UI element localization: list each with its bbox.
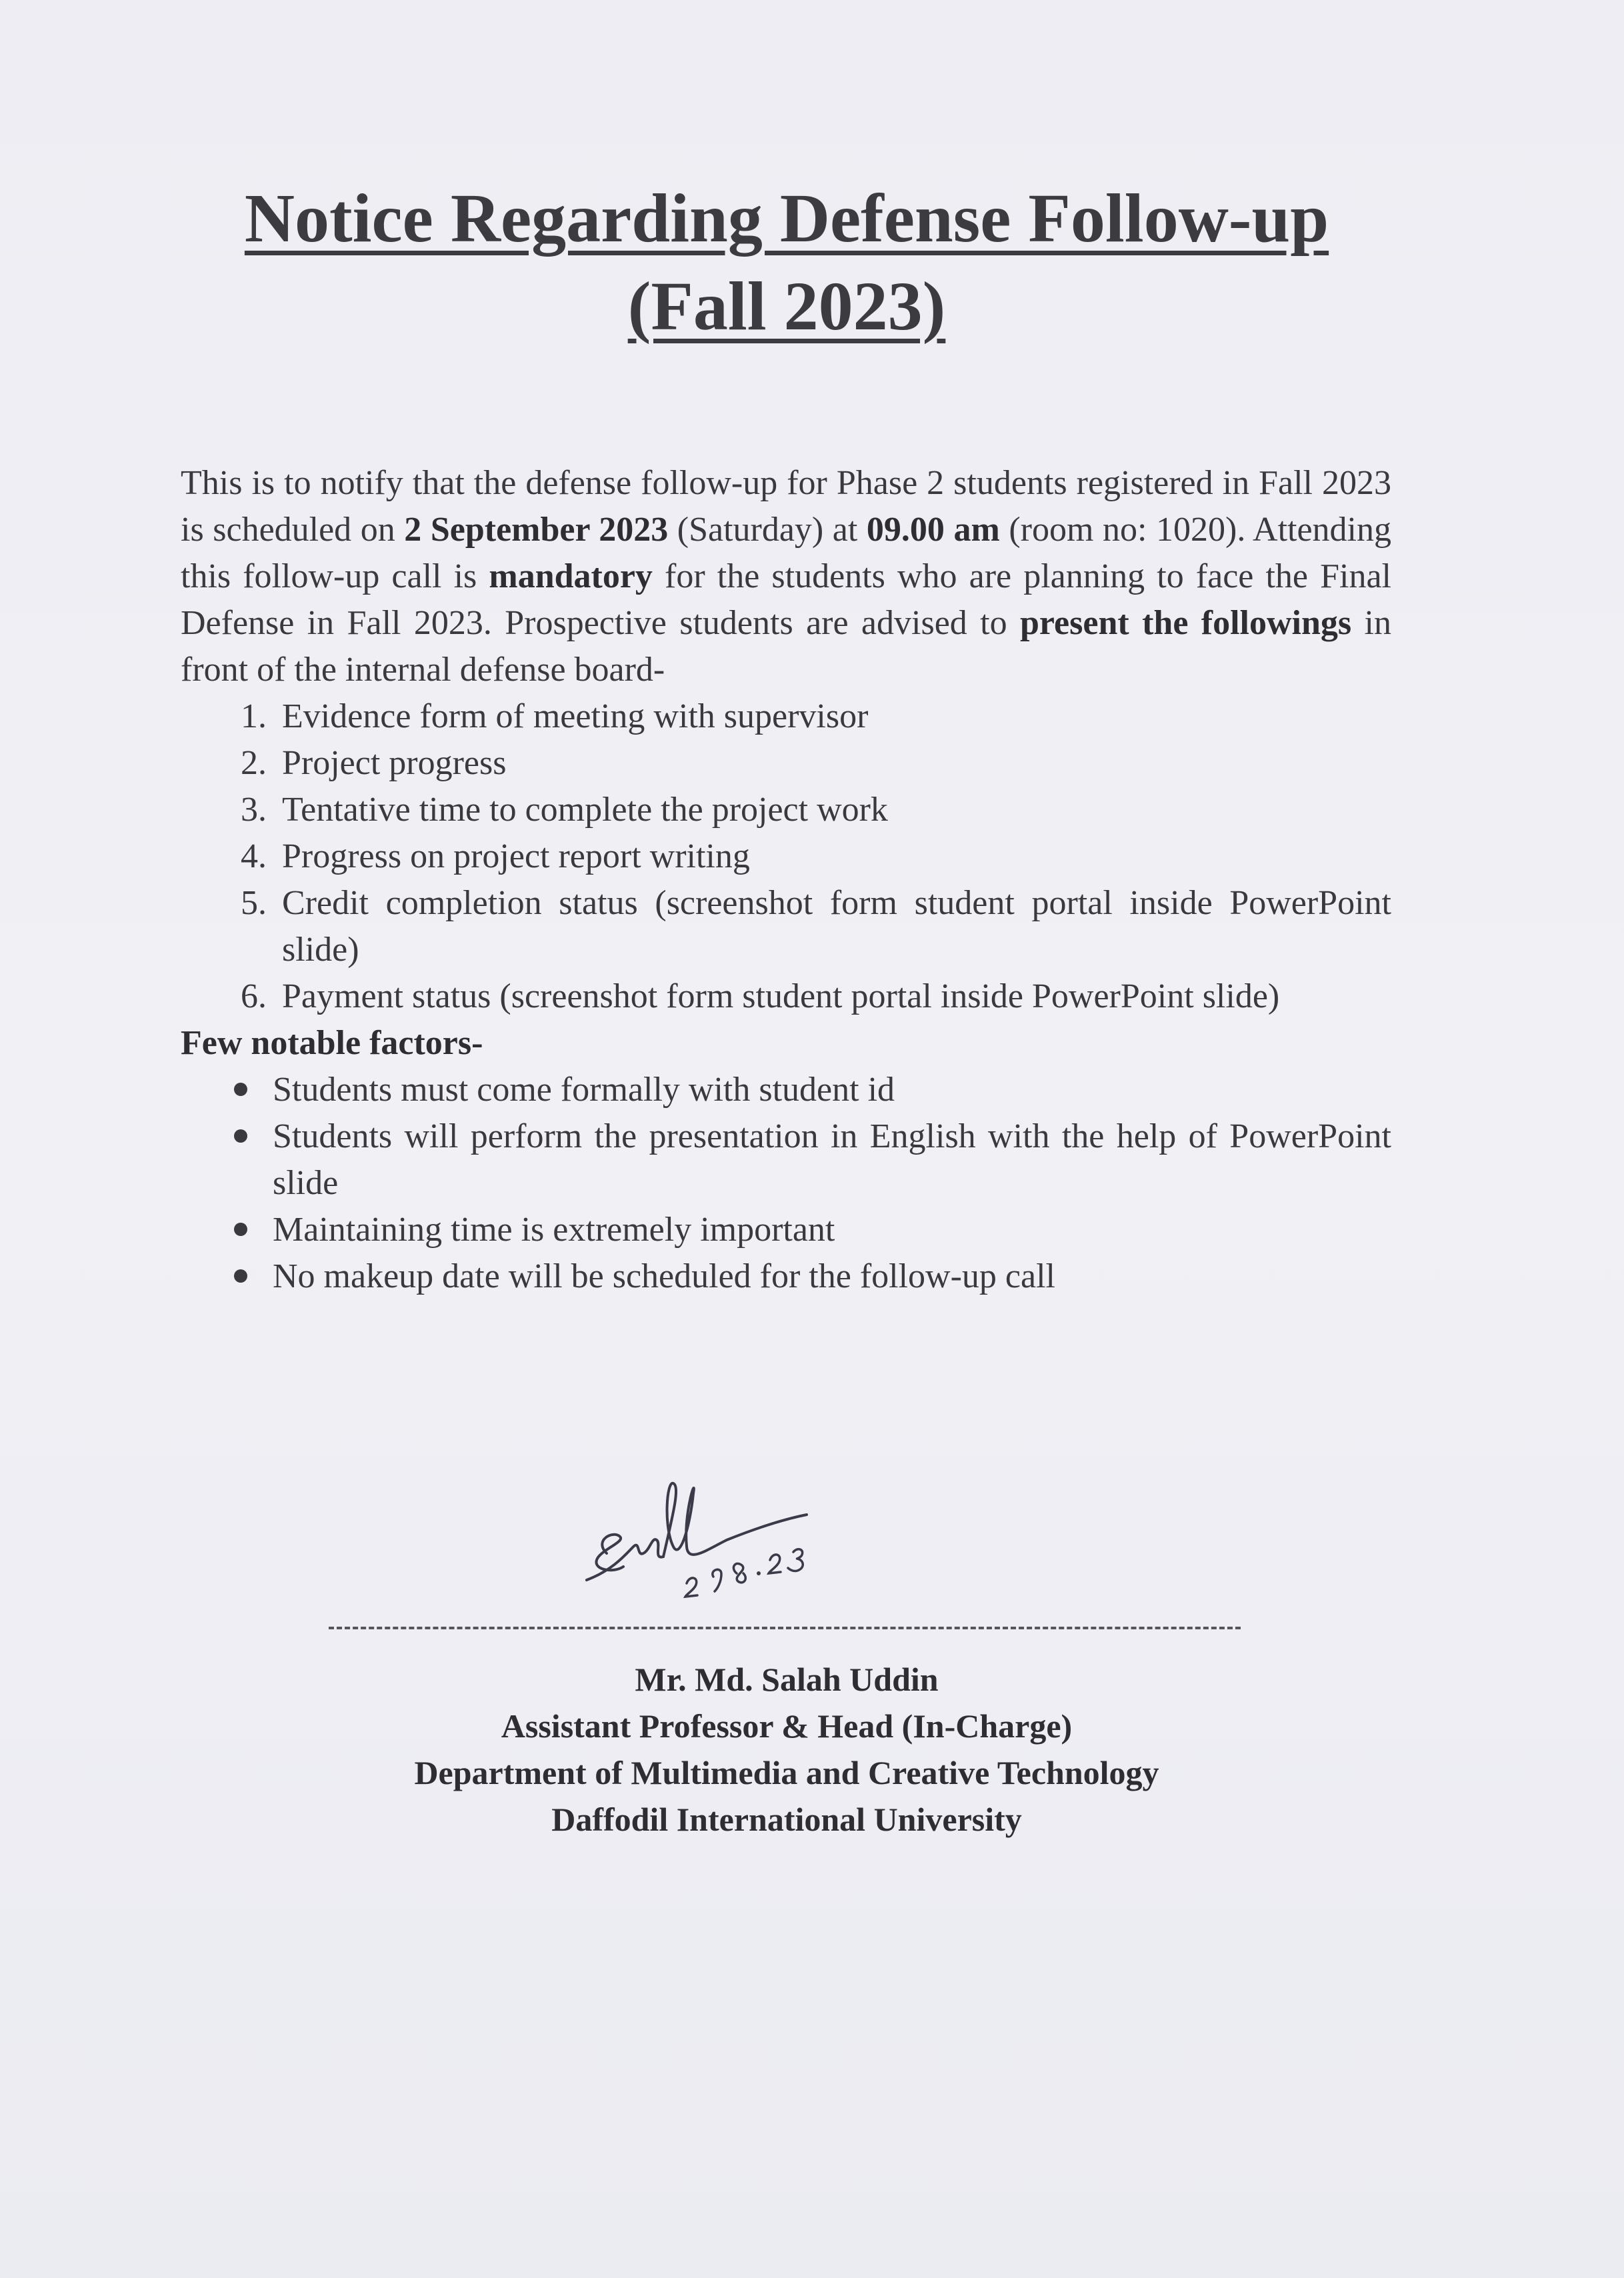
intro-text-1: This is to notify that the defense follow-up for Phase 2 students registered in Fall 2023 is scheduled on [181, 464, 1391, 549]
factor-text: Maintaining time is extremely important [273, 1211, 835, 1249]
requirements-list [181, 693, 1391, 1020]
title-line-2: (Fall 2023) [627, 268, 946, 345]
factor-text: Students must come formally with student id [273, 1071, 895, 1109]
list-item: 2. Project progress [275, 740, 1391, 787]
list-item: 6. Payment status (screenshot form student portal inside PowerPoint slide) [275, 973, 1391, 1020]
intro-text-3: (room no: 1020). Attending this follow-up call is [181, 511, 1391, 595]
notice-title [0, 175, 1573, 351]
list-item [273, 1067, 1391, 1113]
factors-list [181, 1067, 1391, 1300]
title-line-1: Notice Regarding Defense Follow-up [244, 180, 1329, 257]
signature-divider [329, 1627, 1241, 1629]
factors-heading: Few notable factors- [181, 1024, 483, 1062]
handwritten-signature [573, 1473, 853, 1607]
list-item: 5. Credit completion status (screenshot form student portal inside PowerPoint slide) [275, 880, 1391, 973]
intro-text-4: for the students who are planning to face the Final Defense in Fall 2023. Prospective students are advised to [181, 557, 1392, 642]
defense-time: 09.00 am [866, 511, 1000, 549]
factor-text: Students will perform the presentation in English with the help of PowerPoint slide [273, 1117, 1391, 1202]
factor-text: No makeup date will be scheduled for the follow-up call [273, 1257, 1055, 1295]
list-item: 3. Tentative time to complete the project work [275, 787, 1391, 833]
bullet-icon [234, 1129, 247, 1143]
signatory-department: Department of Multimedia and Creative Technology [414, 1754, 1159, 1791]
intro-text-5: in front of the internal defense board- [181, 604, 1391, 689]
bullet-icon [234, 1223, 247, 1236]
signatory-university: Daffodil International University [551, 1801, 1022, 1838]
list-item [273, 1253, 1391, 1300]
bullet-icon [234, 1083, 247, 1096]
intro-paragraph [181, 460, 1391, 693]
list-item: 4. Progress on project report writing [275, 833, 1391, 880]
intro-text-2: (Saturday) at [668, 511, 867, 549]
signatory-name: Mr. Md. Salah Uddin [635, 1661, 939, 1698]
present-text: present the followings [1020, 604, 1352, 642]
list-item: 1. Evidence form of meeting with supervisor [275, 693, 1391, 740]
signatory-block [0, 1656, 1573, 1843]
signatory-position: Assistant Professor & Head (In-Charge) [501, 1707, 1073, 1745]
defense-date: 2 September 2023 [404, 511, 669, 549]
notice-body [181, 460, 1391, 1300]
bullet-icon [234, 1269, 247, 1283]
list-item [273, 1113, 1391, 1207]
list-item [273, 1207, 1391, 1253]
mandatory-text: mandatory [489, 557, 653, 595]
